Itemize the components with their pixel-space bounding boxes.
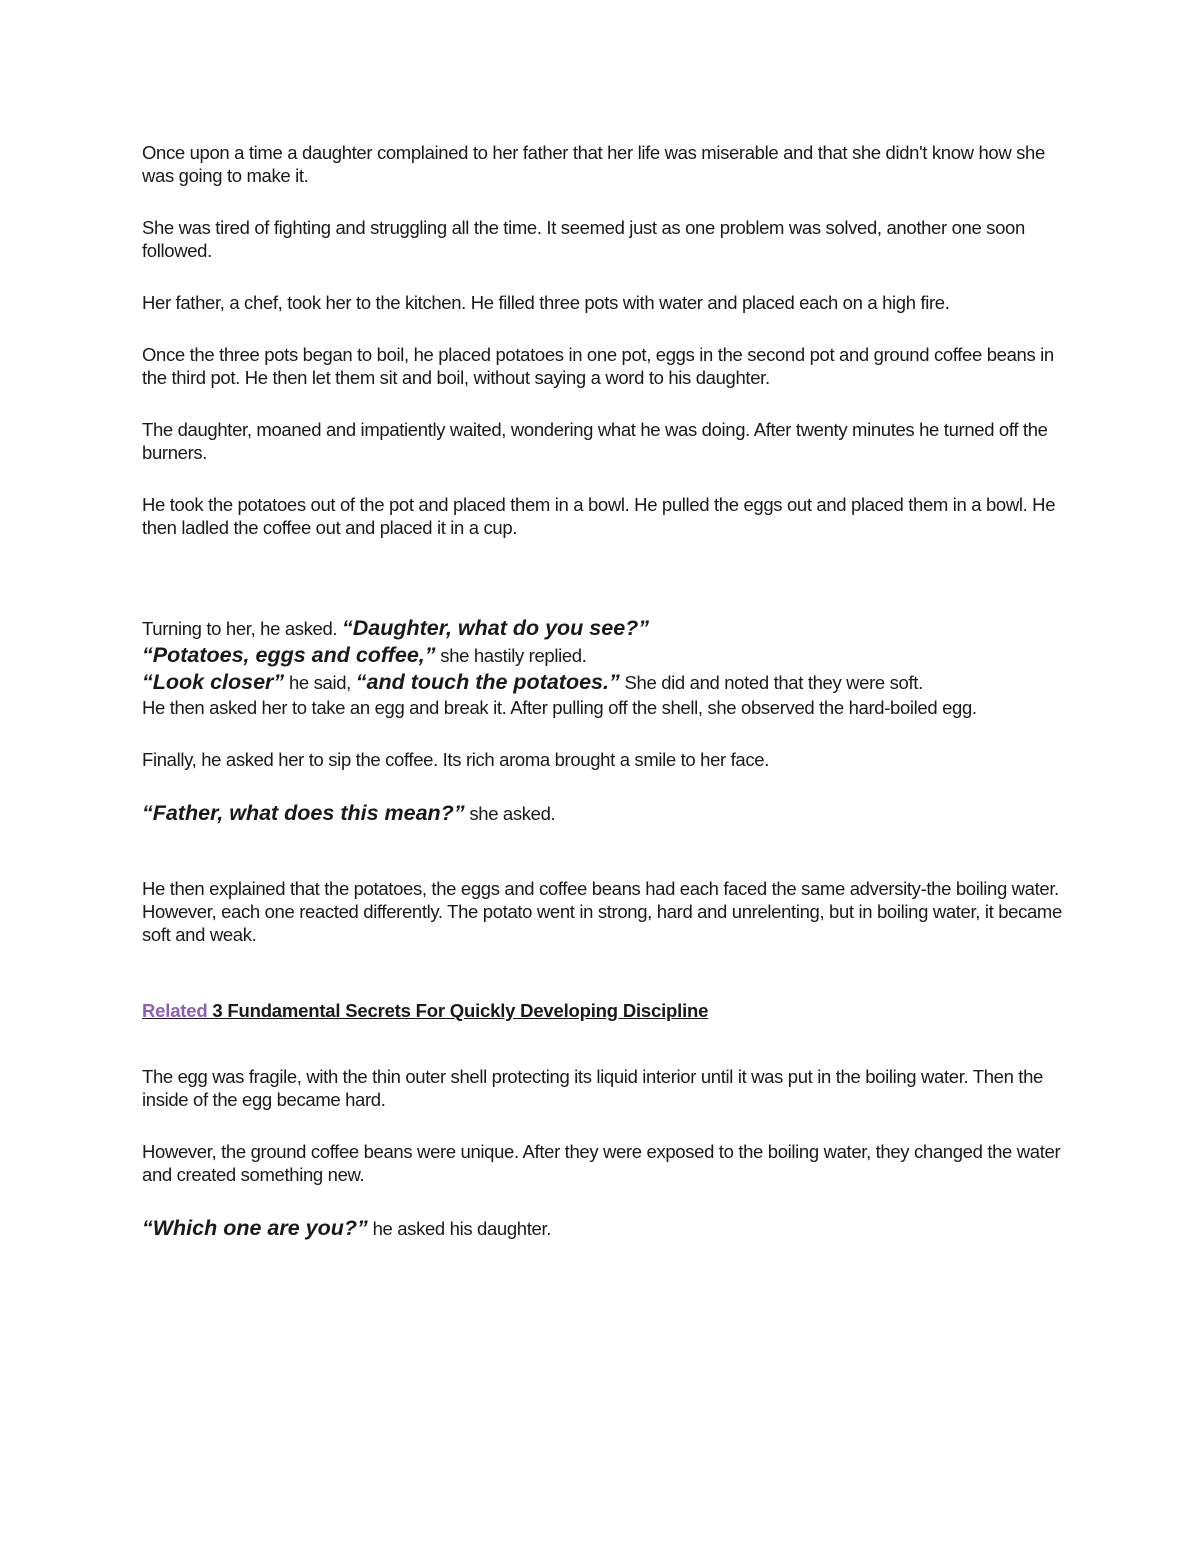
related-title-link[interactable]: 3 Fundamental Secrets For Quickly Developing Discipline xyxy=(212,1000,709,1021)
paragraph-egg: The egg was fragile, with the thin outer shell protecting its liquid interior until it was put in the boiling water. Then the inside of the egg became hard. xyxy=(142,1066,1043,1110)
dialog-block xyxy=(142,615,1062,719)
dialog-narration: he said, xyxy=(284,672,356,693)
dialog-narration: he asked his daughter. xyxy=(367,1218,552,1239)
dialog-line-reply xyxy=(142,642,1062,669)
dialog-quote: “Which one are you?” xyxy=(142,1216,368,1240)
related-article-link[interactable] xyxy=(142,999,1062,1022)
paragraph-explanation: He then explained that the potatoes, the eggs and coffee beans had each faced the same adversity-the boiling water. However, each one reacted differently. The potato went in strong, hard and unrelenting, but in boiling water, it became soft and weak. xyxy=(142,878,1062,945)
dialog-line-what-do-you-see xyxy=(142,615,1062,642)
dialog-quote: “Look closer” xyxy=(142,670,285,694)
paragraph-boil: Once the three pots began to boil, he placed potatoes in one pot, eggs in the second pot and ground coffee beans in the third pot. He then let them sit and boil, without saying a word to his daughter. xyxy=(142,344,1054,388)
dialog-narration: Turning to her, he asked. xyxy=(142,618,343,639)
dialog-quote: “and touch the potatoes.” xyxy=(355,670,620,694)
paragraph-egg-break: He then asked her to take an egg and break it. After pulling off the shell, she observed the hard-boiled egg. xyxy=(142,697,977,718)
dialog-quote: “Daughter, what do you see?” xyxy=(342,616,650,640)
paragraph-kitchen: Her father, a chef, took her to the kitchen. He filled three pots with water and placed each on a high fire. xyxy=(142,292,950,313)
paragraph-bowls: He took the potatoes out of the pot and placed them in a bowl. He pulled the eggs out and placed them in a bowl. He then ladled the coffee out and placed it in a cup. xyxy=(142,494,1056,538)
paragraph-waiting: The daughter, moaned and impatiently waited, wondering what he was doing. After twenty minutes he turned off the burners. xyxy=(142,419,1048,463)
dialog-line-father-meaning xyxy=(142,800,1062,827)
dialog-narration: she asked. xyxy=(464,803,556,824)
dialog-line-which-one xyxy=(142,1215,1062,1242)
dialog-quote: “Potatoes, eggs and coffee,” xyxy=(142,643,436,667)
dialog-quote: “Father, what does this mean?” xyxy=(142,801,465,825)
dialog-line-look-closer xyxy=(142,669,1062,696)
dialog-narration: she hastily replied. xyxy=(435,645,587,666)
paragraph-coffee-sip: Finally, he asked her to sip the coffee. Its rich aroma brought a smile to her face. xyxy=(142,749,769,770)
paragraph-intro: Once upon a time a daughter complained to her father that her life was miserable and that she didn't know how she was going to make it. xyxy=(142,142,1045,186)
paragraph-coffee-beans: However, the ground coffee beans were unique. After they were exposed to the boiling water, they changed the water and created something new. xyxy=(142,1141,1061,1185)
dialog-narration: She did and noted that they were soft. xyxy=(619,672,923,693)
related-label[interactable]: Related xyxy=(142,1000,213,1021)
paragraph-struggle: She was tired of fighting and struggling all the time. It seemed just as one problem was solved, another one soon followed. xyxy=(142,217,1025,261)
document-body xyxy=(142,141,1062,1242)
